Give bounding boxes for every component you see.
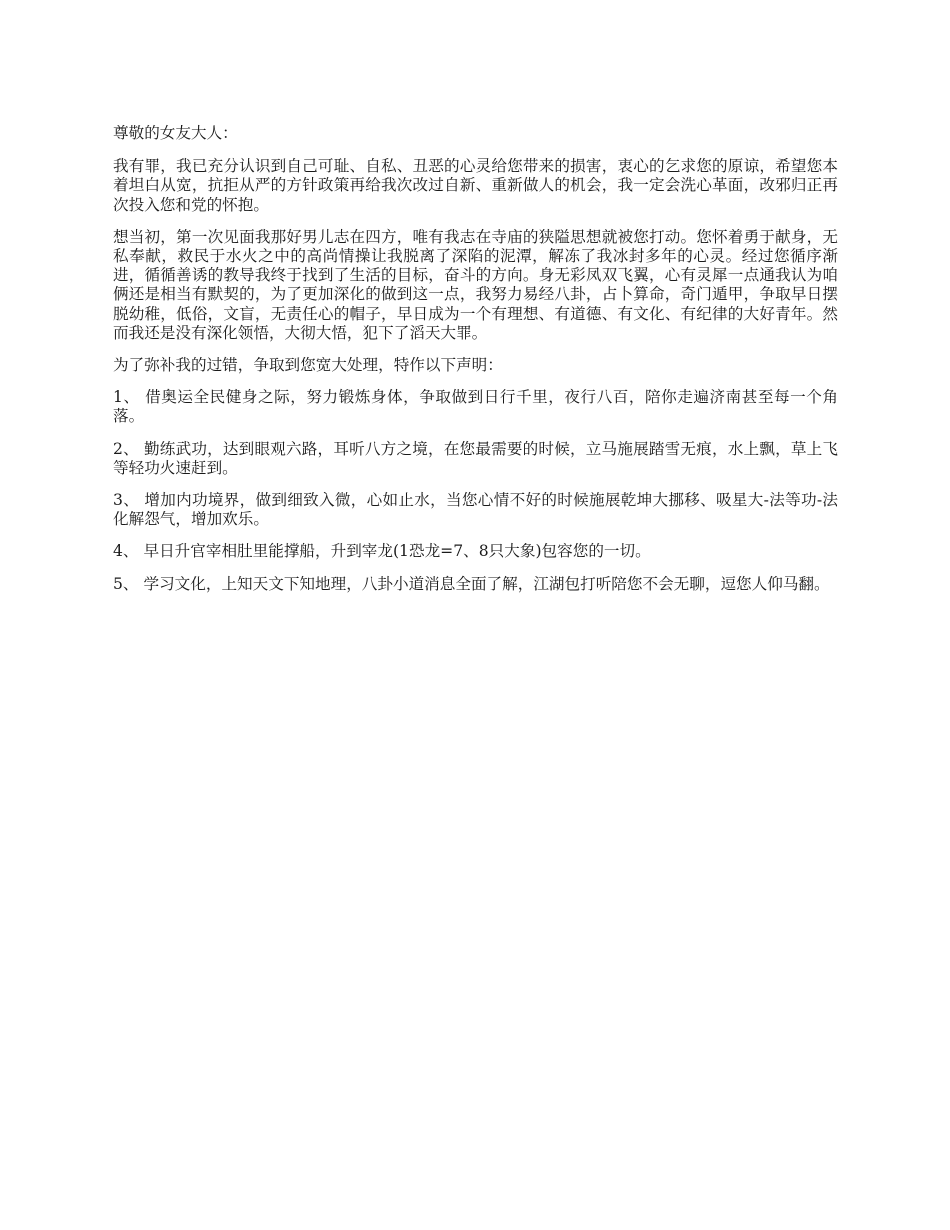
list-item-3: 3、 增加内功境界，做到细致入微，心如止水，当您心情不好的时候施展乾坤大挪移、吸星大-法等功-法化解怨气，增加欢乐。 (113, 491, 838, 529)
greeting-line: 尊敬的女友大人： (113, 124, 238, 142)
document-body (113, 124, 838, 607)
list-item-5: 5、 学习文化，上知天文下知地理，八卦小道消息全面了解，江湖包打听陪您不会无聊，逗您人仰马翻。 (113, 574, 830, 593)
list-item-1: 1、 借奥运全民健身之际，努力锻炼身体，争取做到日行千里，夜行八百，陪你走遍济南甚至每一个角落。 (113, 388, 838, 426)
paragraph-apology: 我有罪，我已充分认识到自己可耻、自私、丑恶的心灵给您带来的损害，衷心的乞求您的原谅，希望您本着坦白从宽，抗拒从严的方针政策再给我次改过自新、重新做人的机会，我一定会洗心革面，改邪归正再次投入您和党的怀抱。 (113, 157, 838, 214)
paragraph-declaration-intro: 为了弥补我的过错，争取到您宽大处理，特作以下声明： (113, 356, 503, 375)
list-item-2: 2、 勤练武功，达到眼观六路，耳听八方之境，在您最需要的时候，立马施展踏雪无痕，水上飘，草上飞等轻功火速赶到。 (113, 439, 838, 477)
paragraph-recollection: 想当初，第一次见面我那好男儿志在四方，唯有我志在寺庙的狭隘思想就被您打动。您怀着勇于献身，无私奉献，救民于水火之中的高尚情操让我脱离了深陷的泥潭，解冻了我冰封多年的心灵。经过您循序渐进，循循善诱的教导我终于找到了生活的目标，奋斗的方向。身无彩凤双飞翼，心有灵犀一点通我认为咱俩还是相当有默契的，为了更加深化的做到这一点，我努力易经八卦，占卜算命，奇门遁甲，争取早日摆脱幼稚，低俗，文盲，无责任心的帽子，早日成为一个有理想、有道德、有文化、有纪律的大好青年。然而我还是没有深化领悟，大彻大悟，犯下了滔天大罪。 (113, 227, 838, 342)
list-item-4: 4、 早日升官宰相肚里能撑船，升到宰龙(1恐龙=7、8只大象)包容您的一切。 (113, 542, 651, 561)
